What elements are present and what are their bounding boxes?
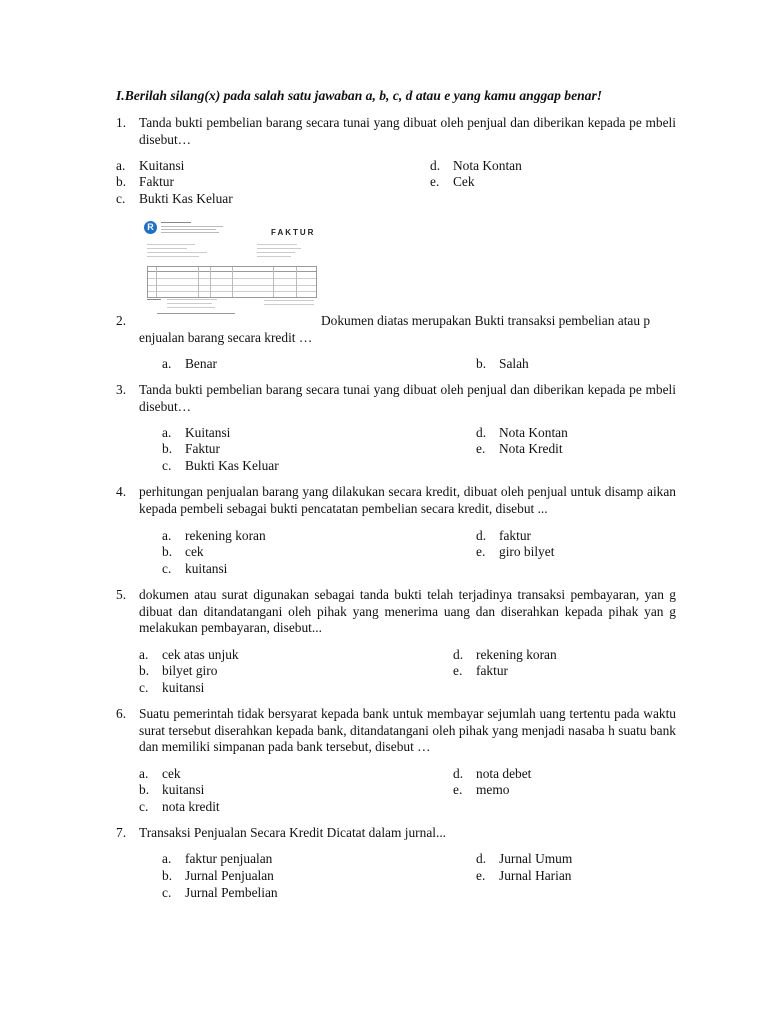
option-letter: c. [116, 191, 126, 206]
option-text: bilyet giro [162, 663, 218, 678]
option-letter: c. [139, 799, 149, 814]
option-text: faktur [499, 528, 531, 543]
option-text: Jurnal Umum [499, 851, 573, 866]
question-text: Suatu pemerintah tidak bersyarat kepada bank untuk membayar sejumlah uang tertentu pada waktu surat tersebut diserahkan kepada bank, ditandatangani oleh pihak yang menjadi nasaba h suatu bank dan memiliki simpanan pada bank tersebut, disebut … [139, 706, 676, 754]
option-letter: d. [430, 158, 441, 173]
option-letter: a. [139, 647, 149, 662]
option-text: Kuitansi [139, 158, 185, 173]
option-text: Benar [185, 356, 217, 371]
option-text: kuitansi [162, 782, 205, 797]
option-text: Faktur [185, 441, 220, 456]
question-number: 4. [116, 484, 127, 499]
question-6 [116, 706, 676, 756]
question-4 [116, 484, 676, 517]
question-number: 7. [116, 825, 127, 840]
question-5 [116, 587, 676, 637]
question-7 [116, 825, 676, 842]
option-letter: a. [162, 528, 172, 543]
option-letter: c. [139, 680, 149, 695]
option-text: memo [476, 782, 510, 797]
option-text: kuitansi [162, 680, 205, 695]
option-text: faktur penjualan [185, 851, 273, 866]
option-text: Jurnal Harian [499, 868, 572, 883]
option-letter: b. [139, 782, 150, 797]
option-letter: b. [139, 663, 150, 678]
option-letter: b. [162, 544, 173, 559]
option-letter: a. [162, 425, 172, 440]
option-letter: e. [476, 544, 486, 559]
option-letter: d. [476, 425, 487, 440]
question-number: 2. [116, 313, 127, 328]
option-text: Bukti Kas Keluar [139, 191, 233, 206]
question-number: 6. [116, 706, 127, 721]
question-text: Tanda bukti pembelian barang secara tunai yang dibuat oleh penjual dan diberikan kepada pe mbeli disebut… [139, 115, 676, 147]
option-text: rekening koran [476, 647, 557, 662]
option-text: Salah [499, 356, 529, 371]
question-text: Tanda bukti pembelian barang secara tunai yang dibuat oleh penjual dan diberikan kepada pe mbeli disebut… [139, 382, 676, 414]
option-text: rekening koran [185, 528, 266, 543]
option-letter: d. [453, 647, 464, 662]
option-text: Jurnal Penjualan [185, 868, 274, 883]
option-text: Nota Kontan [453, 158, 522, 173]
option-text: Kuitansi [185, 425, 231, 440]
option-letter: d. [453, 766, 464, 781]
option-letter: e. [476, 441, 486, 456]
instruction-heading: I.Berilah silang(x) pada salah satu jawaban a, b, c, d atau e yang kamu anggap benar! [116, 88, 603, 103]
option-letter: c. [162, 458, 172, 473]
option-letter: a. [139, 766, 149, 781]
option-text: nota debet [476, 766, 532, 781]
option-text: Nota Kontan [499, 425, 568, 440]
question-1 [116, 115, 676, 148]
option-text: kuitansi [185, 561, 228, 576]
faktur-document-image [139, 217, 319, 315]
option-letter: c. [162, 885, 172, 900]
option-letter: a. [162, 851, 172, 866]
question-text: perhitungan penjualan barang yang dilakukan secara kredit, dibuat oleh penjual untuk disamp aikan kepada pembeli sebagai bukti pencatatan pembelian secara kredit, disebut ... [139, 484, 676, 516]
option-letter: e. [453, 663, 463, 678]
option-letter: d. [476, 851, 487, 866]
option-letter: e. [430, 174, 440, 189]
question-text: Dokumen diatas merupakan Bukti transaksi pembelian atau p [321, 313, 651, 328]
option-letter: c. [162, 561, 172, 576]
question-text: dokumen atau surat digunakan sebagai tanda bukti telah terjadinya transaksi pembayaran, yan g dibuat dan ditandatangani oleh pihak yang menerima uang dan diserahkan kepada pihak yan g melakukan pembayaran, disebut... [139, 587, 676, 635]
question-text: Transaksi Penjualan Secara Kredit Dicatat dalam jurnal... [139, 825, 447, 840]
option-text: Cek [453, 174, 475, 189]
option-text: cek [185, 544, 204, 559]
option-letter: e. [453, 782, 463, 797]
option-text: giro bilyet [499, 544, 555, 559]
option-text: nota kredit [162, 799, 220, 814]
question-3 [116, 382, 676, 415]
option-letter: d. [476, 528, 487, 543]
option-letter: a. [162, 356, 172, 371]
option-letter: b. [162, 441, 173, 456]
faktur-title: FAKTUR [271, 228, 316, 237]
option-text: cek [162, 766, 181, 781]
option-text: Jurnal Pembelian [185, 885, 278, 900]
question-number: 1. [116, 115, 127, 130]
option-text: Faktur [139, 174, 174, 189]
option-letter: b. [162, 868, 173, 883]
question-number: 5. [116, 587, 127, 602]
option-text: Bukti Kas Keluar [185, 458, 279, 473]
option-letter: b. [476, 356, 487, 371]
option-text: Nota Kredit [499, 441, 563, 456]
option-letter: b. [116, 174, 127, 189]
question-text-continued: enjualan barang secara kredit … [139, 330, 313, 345]
question-number: 3. [116, 382, 127, 397]
option-letter: e. [476, 868, 486, 883]
option-letter: a. [116, 158, 126, 173]
option-text: faktur [476, 663, 508, 678]
company-logo: R [144, 221, 157, 234]
option-text: cek atas unjuk [162, 647, 239, 662]
